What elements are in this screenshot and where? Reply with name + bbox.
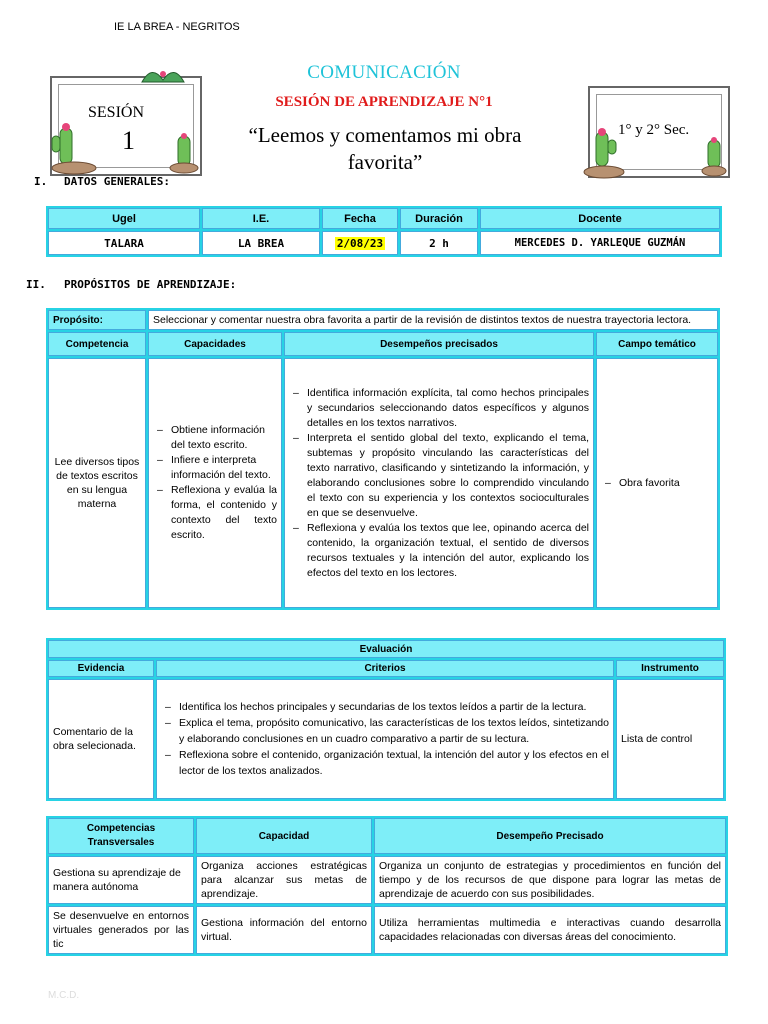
col-ie: I.E. — [202, 208, 320, 229]
desempenos-cell — [284, 358, 594, 608]
cactus-decoration-left-2 — [166, 130, 206, 174]
capacidad-item: – Obtiene información del texto escrito. — [153, 423, 277, 453]
transversal-desempeno: Organiza un conjunto de estrategias y procedimientos en función del tiempo y de los recursos de que dispone para lograr las metas de aprendizaje de acuerdo con sus posibilidades. — [374, 856, 726, 904]
fecha-value: 2/08/23 — [336, 236, 384, 250]
desempeno-item: – Interpreta el sentido global del texto, explicando el tema, subtemas y propósito vinculando las características del texto narrativo, clasificando y sintetizando la información, y elaborando conclusiones sobre lo comprendido vinculando el texto con su experiencia y los contextos socioculturales en que se desenvuelve. — [289, 431, 589, 521]
campo-item: – Obra favorita — [601, 477, 713, 489]
capacidades-cell — [148, 358, 282, 608]
col-campo: Campo temático — [596, 332, 718, 356]
col-capacidad: Capacidad — [196, 818, 372, 854]
cell-ie: LA BREA — [202, 231, 320, 255]
transversal-competencia: Gestiona su aprendizaje de manera autónoma — [48, 856, 194, 904]
section-2-number: II. — [26, 278, 46, 291]
proposito-label: Propósito: — [48, 310, 146, 330]
criterios-cell — [156, 679, 614, 799]
desempeno-item: – Identifica información explícita, tal como hechos principales y secundarios seleccionando datos específicos y algunos detalles en los textos narrativos. — [289, 386, 589, 431]
cactus-decoration-right — [578, 126, 634, 180]
col-desempenos: Desempeños precisados — [284, 332, 594, 356]
cell-docente: MERCEDES D. YARLEQUE GUZMÁN — [480, 231, 720, 255]
transversal-desempeno: Utiliza herramientas multimedia e interactivas cuando desarrolla capacidades relacionadas con diversas áreas del conocimiento. — [374, 906, 726, 954]
footer-initials: M.C.D. — [48, 990, 80, 1001]
criterio-item: – Identifica los hechos principales y secundarias de los textos leídos a partir de la lectura. — [161, 699, 609, 715]
evaluacion-title: Evaluación — [48, 640, 724, 658]
criterio-item: – Reflexiona sobre el contenido, organización textual, la intención del autor y los efectos en el lector de los textos analizados. — [161, 747, 609, 779]
campo-cell — [596, 358, 718, 608]
cell-ugel: TALARA — [48, 231, 200, 255]
col-fecha: Fecha — [322, 208, 398, 229]
cell-duracion: 2 h — [400, 231, 478, 255]
cell-fecha — [322, 231, 398, 255]
section-1-number: I. — [34, 175, 48, 188]
col-evidencia: Evidencia — [48, 660, 154, 677]
main-title: “Leemos y comentamos mi obra favorita” — [248, 123, 522, 174]
col-desempeno-precisado: Desempeño Precisado — [374, 818, 726, 854]
desempeno-item: – Reflexiona y evalúa los textos que lee, opinando acerca del contenido, la organización textual, el sentido de diversos recursos textuales y la intención del autor, explicando los efectos del texto en los lectores. — [289, 521, 589, 581]
criterio-item: – Explica el tema, propósito comunicativo, las características de los textos leídos, sintetizando y elaborando conclusiones en un cuadro comparativo a partir de su lectura. — [161, 715, 609, 747]
col-competencias-transversales: Competencias Transversales — [48, 818, 194, 854]
transversal-capacidad: Organiza acciones estratégicas para alcanzar sus metas de aprendizaje. — [196, 856, 372, 904]
col-capacidades: Capacidades — [148, 332, 282, 356]
instrumento-cell: Lista de control — [616, 679, 724, 799]
session-number: 1 — [122, 126, 135, 155]
school-name: IE LA BREA - NEGRITOS — [114, 21, 240, 33]
transversal-competencia: Se desenvuelve en entornos virtuales generados por las tic — [48, 906, 194, 954]
evidencia-cell: Comentario de la obra selecionada. — [48, 679, 154, 799]
transversal-capacidad: Gestiona información del entorno virtual. — [196, 906, 372, 954]
cactus-decoration-right-2 — [698, 134, 734, 178]
proposito-text: Seleccionar y comentar nuestra obra favorita a partir de la revisión de distintos textos de nuestra trayectoria lectora. — [148, 310, 718, 330]
col-instrumento: Instrumento — [616, 660, 724, 677]
capacidad-item: – Infiere e interpreta información del texto. — [153, 453, 277, 483]
section-1-heading: DATOS GENERALES: — [64, 175, 170, 188]
competencia-cell: Lee diversos tipos de textos escritos en su lengua materna — [48, 358, 146, 608]
col-ugel: Ugel — [48, 208, 200, 229]
cactus-decoration-left — [46, 118, 106, 176]
evaluacion-table — [46, 638, 726, 801]
session-title: SESIÓN DE APRENDIZAJE N°1 — [275, 94, 493, 110]
col-docente: Docente — [480, 208, 720, 229]
grade-label: 1° y 2° Sec. — [618, 122, 690, 138]
propositos-table — [46, 308, 720, 610]
section-2-heading: PROPÓSITOS DE APRENDIZAJE: — [64, 278, 237, 291]
capacidad-item: – Reflexiona y evalúa la forma, el contenido y contexto del texto escrito. — [153, 483, 277, 543]
col-criterios: Criterios — [156, 660, 614, 677]
datos-generales-table — [46, 206, 722, 257]
session-label: SESIÓN — [88, 104, 145, 121]
col-competencia: Competencia — [48, 332, 146, 356]
area-title: COMUNICACIÓN — [307, 62, 461, 83]
transversales-table — [46, 816, 728, 956]
col-duracion: Duración — [400, 208, 478, 229]
